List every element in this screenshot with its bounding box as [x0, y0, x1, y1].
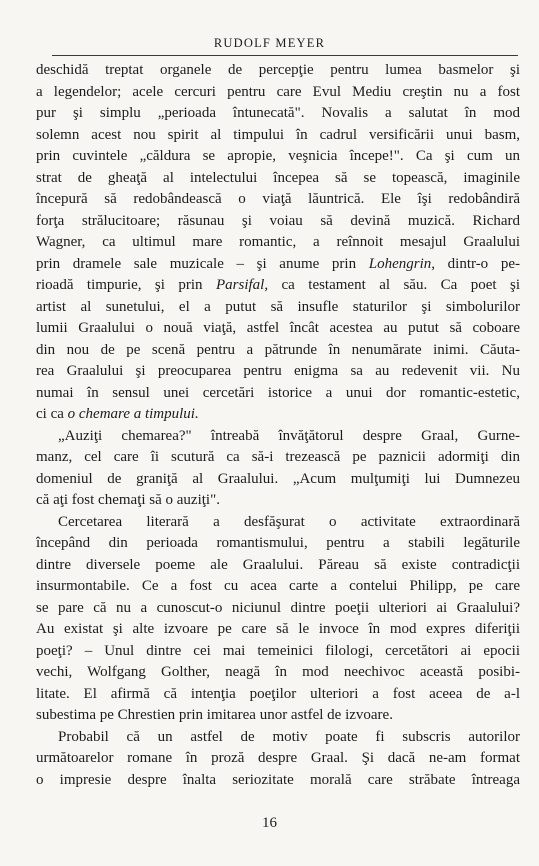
text-line: prin cuvintele „căldura se apropie, veşnicia începe!". Ca şi cum un: [36, 148, 520, 164]
text-line: a legendelor; acele cercuri pentru care Evul Mediu creştin nu a fost: [36, 83, 520, 100]
text-line: ci ca o chemare a timpului.: [36, 406, 199, 422]
italic-title: Lohengrin,: [368, 255, 436, 272]
text-line: litate. El afirmă că intenţia poeţilor ulteriori a fost aceea de a-l: [36, 685, 520, 702]
italic-title: o chemare a timpului.: [67, 406, 199, 422]
text-line: Cercetarea literară a desfăşurat o activitate extraordinară: [58, 513, 520, 530]
text-line: forţa strălucitoare; răsunau şi voiau să devină muzică. Richard: [36, 212, 520, 229]
body-text: [36, 60, 520, 791]
text-line: o impresie despre înalta seriozitate morală care străbate întreaga: [36, 771, 520, 788]
text-line: se pare că nu a cunoscut-o niciunul dintre poeţii ulteriori ai Graalului?: [36, 599, 520, 616]
text-line: prin dramele sale muzicale – şi anume prin Lohengrin, dintr-o pe-: [36, 255, 520, 272]
page-number: 16: [262, 815, 277, 831]
text-line: poeţi? – Unul dintre cei mai temeinici filologi, cercetători ai epocii: [36, 642, 520, 659]
text-line: rea Graalului şi preocuparea pentru enigma sa au redevenit vii. Nu: [36, 363, 520, 379]
text-line: domeniul de graniţă al Graalului. „Acum mulţumiţi lui Dumnezeu: [36, 470, 520, 487]
text-line: deschidă treptat organele de percepţie pentru lumea basmelor şi: [36, 62, 520, 78]
text-line: pur şi simplu „perioada întunecată". Novalis a salutat în mod: [36, 105, 520, 121]
text-line: începând din perioada romantismului, pentru a stabili legăturile: [36, 535, 520, 551]
text-line: rioadă timpurie, şi prin Parsifal, ca testament al său. Ca poet şi: [36, 277, 520, 293]
text-line: următoarelor romane în proză despre Graal. Şi dacă ne-am format: [36, 750, 520, 766]
text-line: începură să redobândească o viaţă lăuntrică. Ele îşi redobândiră: [36, 191, 520, 207]
text-line: lumii Graalului o nouă viaţă, astfel încât acestea au putut să coboare: [36, 320, 520, 336]
text-line: din nou de pe scenă pentru a pătrunde în nenumărate inimi. Căuta-: [36, 341, 520, 358]
running-head: RUDOLF MEYER: [213, 36, 326, 50]
text-line: Wagner, ca ultimul mare romantic, a reînnoit mesajul Graalului: [36, 234, 520, 250]
text-line: solemn acest nou spirit al timpului în cadrul versificării unui basm,: [36, 126, 520, 143]
text-line: numai în sensul unei cercetări istorice a unui dor romantic-estetic,: [36, 384, 520, 401]
text-line: manz, cel care îi scutură ca să-i trezească pe paznicii adormiţi din: [36, 449, 520, 465]
text-line: vechi, Wolfgang Golther, neagă în mod neechivoc această posibi-: [36, 664, 520, 680]
text-line: Au existat şi alte izvoare pe care să le invoce în mod expres diferiţii: [36, 621, 520, 637]
text-line: artist al sunetului, el a putut să insufle staturilor şi simbolurilor: [36, 298, 520, 315]
text-line: „Auziţi chemarea?" întreabă învăţătorul despre Graal, Gurne-: [58, 427, 520, 444]
text-line: insurmontabile. Ce a fost cu acea carte a contelui Philipp, pe care: [36, 578, 520, 594]
header-rule: [52, 55, 518, 56]
text-line: că aţi fost chemaţi să o auziţi".: [36, 492, 220, 508]
text-line: strat de gheaţă al intelectului începea să se topească, imaginile: [36, 169, 520, 186]
text-line: Probabil că un astfel de motiv poate fi subscris autorilor: [58, 728, 520, 745]
text-line: subestima pe Chrestien prin imitarea unor astfel de izvoare.: [36, 707, 393, 723]
italic-title: Parsifal,: [215, 277, 269, 293]
text-line: dintre diversele poeme ale Graalului. Păreau să existe contradicţii: [36, 556, 520, 573]
